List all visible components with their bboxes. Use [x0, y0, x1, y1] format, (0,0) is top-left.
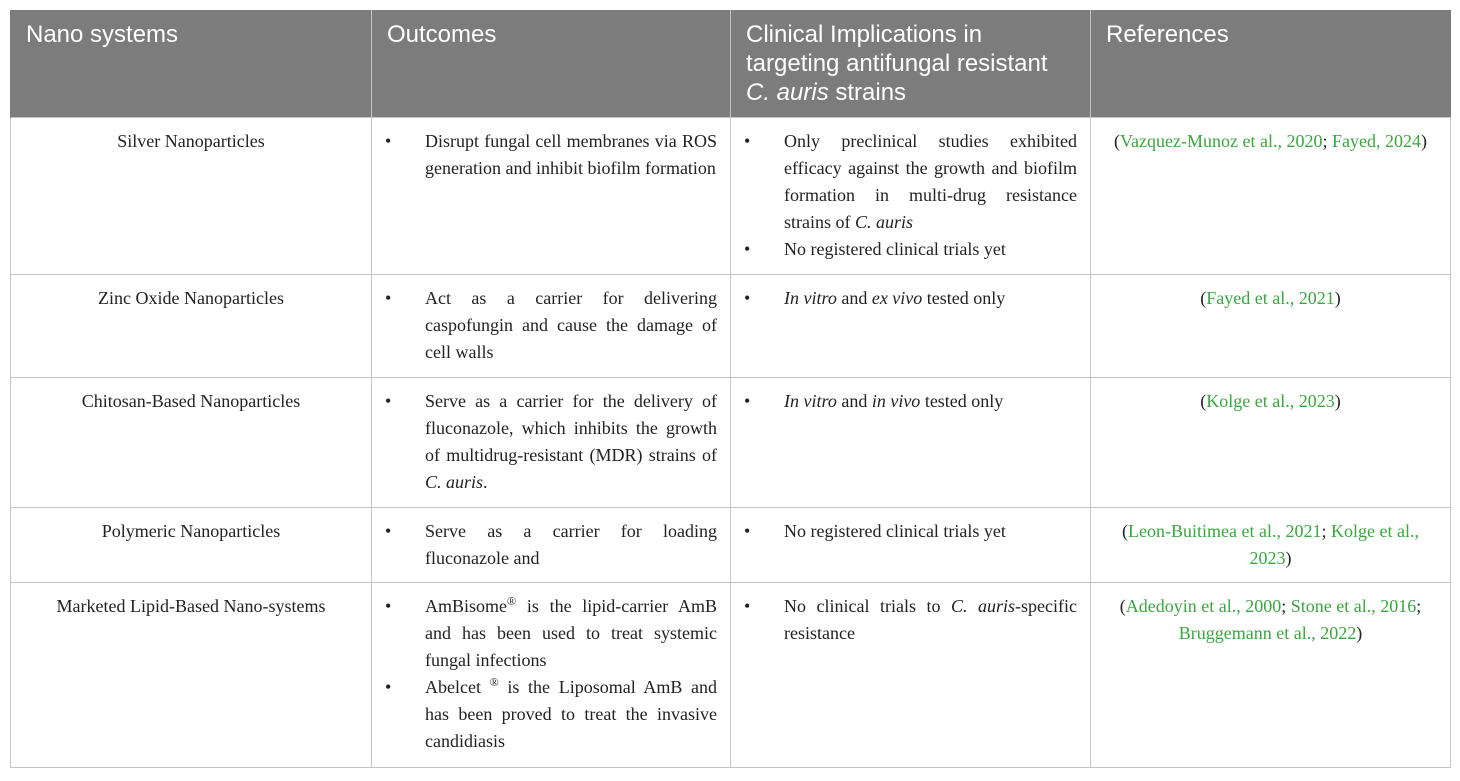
clinical-text: Only preclinical studies exhibited efficacy against the growth and biofilm formation in multi-drug resistance strains of [784, 131, 1077, 232]
product-name: Abelcet [425, 677, 490, 697]
paren: ( [1200, 391, 1207, 411]
outcome-text: is the lipid-carrier AmB and has been used to treat systemic fungal infections [425, 596, 717, 670]
bullet-marker: • [744, 288, 751, 308]
ref-separator: ; [1322, 131, 1332, 151]
outcome-text: Disrupt fungal cell membranes via ROS generation and inhibit biofilm formation [425, 131, 717, 178]
outcome-item [372, 128, 730, 182]
table-row [11, 118, 1451, 275]
clinical-text: No clinical trials to [784, 596, 951, 616]
clinical-list [731, 285, 1090, 312]
study-type: In vitro [784, 391, 837, 411]
species-name: C. auris [425, 472, 484, 492]
species-name: C. auris [855, 212, 914, 232]
paren: ) [1356, 623, 1363, 643]
bullet-marker: • [744, 521, 751, 541]
bullet-marker: • [385, 521, 392, 541]
header-nano-systems: Nano systems [11, 10, 372, 118]
clinical-list [731, 128, 1090, 263]
species-name: C. auris [951, 596, 1016, 616]
reference-link[interactable]: Bruggemann et al., 2022 [1178, 623, 1357, 643]
table-row [11, 508, 1451, 583]
outcome-text: . [483, 472, 488, 492]
clinical-cell [731, 118, 1091, 275]
clinical-item [731, 236, 1090, 263]
references-cell [1091, 118, 1451, 275]
clinical-item [731, 388, 1090, 415]
outcomes-list [372, 518, 730, 572]
outcomes-cell [372, 508, 731, 583]
references-cell [1091, 378, 1451, 508]
clinical-item [731, 285, 1090, 312]
outcome-item [372, 388, 730, 496]
registered-mark: ® [507, 594, 517, 608]
bullet-marker: • [385, 131, 392, 151]
clinical-text: tested only [920, 391, 1004, 411]
clinical-cell [731, 508, 1091, 583]
bullet-marker: • [385, 596, 392, 616]
bullet-marker: • [744, 391, 751, 411]
header-clinical-suffix: strains [828, 79, 907, 106]
system-cell: Polymeric Nanoparticles [11, 508, 372, 583]
outcomes-cell [372, 583, 731, 768]
outcomes-list [372, 388, 730, 496]
table-row [11, 378, 1451, 508]
outcomes-list [372, 285, 730, 366]
bullet-marker: • [744, 239, 751, 259]
clinical-text: tested only [922, 288, 1006, 308]
bullet-marker: • [385, 391, 392, 411]
header-clinical-text: Clinical Implications in targeting antifungal resistant [746, 21, 1048, 77]
clinical-cell [731, 275, 1091, 378]
references-cell [1091, 508, 1451, 583]
header-outcomes: Outcomes [372, 10, 731, 118]
bullet-marker: • [744, 596, 751, 616]
reference-link[interactable]: Vazquez-Munoz et al., 2020 [1120, 131, 1323, 151]
clinical-text: -specific resistance [784, 596, 1077, 643]
reference-link[interactable]: Fayed et al., 2021 [1206, 288, 1335, 308]
clinical-list [731, 593, 1090, 647]
product-name: AmBisome [425, 596, 508, 616]
system-cell: Marketed Lipid-Based Nano-systems [11, 583, 372, 768]
paren: ( [1119, 596, 1126, 616]
table-header-row [11, 10, 1451, 118]
bullet-marker: • [385, 288, 392, 308]
outcome-item [372, 593, 730, 674]
outcome-item [372, 518, 730, 572]
reference-link[interactable]: Fayed, 2024 [1331, 131, 1421, 151]
outcomes-cell [372, 118, 731, 275]
bullet-marker: • [744, 131, 751, 151]
clinical-list [731, 518, 1090, 545]
clinical-item [731, 593, 1090, 647]
paren: ) [1334, 288, 1341, 308]
study-type: In vitro [784, 288, 837, 308]
clinical-cell [731, 378, 1091, 508]
outcome-text: Serve as a carrier for loading fluconazole and [425, 521, 717, 568]
ref-separator: ; [1281, 596, 1291, 616]
reference-link[interactable]: Leon-Buitimea et al., 2021 [1128, 521, 1322, 541]
reference-link[interactable]: Kolge et al., 2023 [1206, 391, 1335, 411]
ref-separator: ; [1416, 596, 1422, 616]
outcomes-cell [372, 378, 731, 508]
outcome-item [372, 285, 730, 366]
header-references: References [1091, 10, 1451, 118]
header-clinical-implications [731, 10, 1091, 118]
clinical-text: and [836, 288, 872, 308]
reference-link[interactable]: Stone et al., 2016 [1290, 596, 1417, 616]
study-type: in vivo [871, 391, 921, 411]
study-type: ex vivo [871, 288, 923, 308]
registered-mark: ® [489, 675, 499, 689]
paren: ) [1420, 131, 1427, 151]
system-cell: Silver Nanoparticles [11, 118, 372, 275]
outcome-text: Serve as a carrier for the delivery of fluconazole, which inhibits the growth of multidrug-resistant (MDR) strains of [425, 391, 717, 465]
reference-link[interactable]: Kolge et al., 2023 [1249, 521, 1419, 568]
clinical-item [731, 518, 1090, 545]
outcome-text: is the Liposomal AmB and has been proved to treat the invasive candidiasis [425, 677, 717, 751]
clinical-cell [731, 583, 1091, 768]
clinical-text: No registered clinical trials yet [784, 521, 1006, 541]
system-cell: Zinc Oxide Nanoparticles [11, 275, 372, 378]
clinical-list [731, 388, 1090, 415]
paren: ( [1122, 521, 1129, 541]
table-row [11, 583, 1451, 768]
outcome-item [372, 674, 730, 755]
paren: ( [1114, 131, 1121, 151]
nano-systems-table [10, 10, 1451, 768]
clinical-item [731, 128, 1090, 236]
header-clinical-species: C. auris [746, 79, 829, 106]
references-cell [1091, 583, 1451, 768]
ref-separator: ; [1321, 521, 1331, 541]
table-row [11, 275, 1451, 378]
outcomes-list [372, 128, 730, 182]
references-cell [1091, 275, 1451, 378]
paren: ) [1285, 548, 1292, 568]
reference-link[interactable]: Adedoyin et al., 2000 [1125, 596, 1282, 616]
clinical-text: No registered clinical trials yet [784, 239, 1006, 259]
bullet-marker: • [385, 677, 392, 697]
outcomes-cell [372, 275, 731, 378]
system-cell: Chitosan-Based Nanoparticles [11, 378, 372, 508]
clinical-text: and [836, 391, 872, 411]
paren: ( [1200, 288, 1207, 308]
outcomes-list [372, 593, 730, 755]
outcome-text: Act as a carrier for delivering caspofungin and cause the damage of cell walls [425, 288, 717, 362]
paren: ) [1334, 391, 1341, 411]
